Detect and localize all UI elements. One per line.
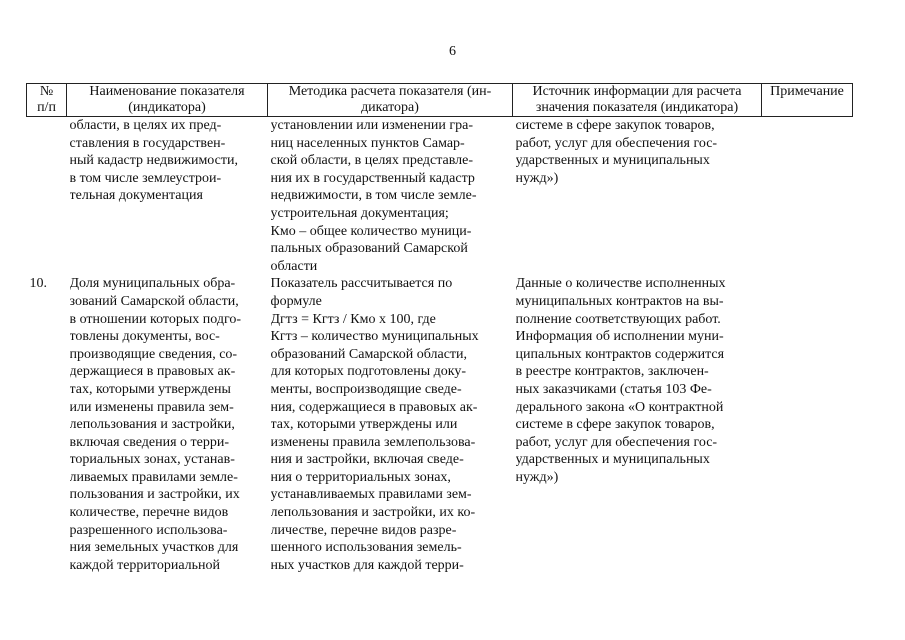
cell-text-line: ния, содержащиеся в правовых ак- [270,399,478,415]
cell-text-line: ных заказчиками (статья 103 Фе- [515,381,712,397]
cell-text-line: шенного использования земель- [270,540,462,556]
cell-text-line: формуле [270,293,322,309]
cell-text-line: ния земельных участков для [69,540,239,556]
cell-text-line: ударственных и муниципальных [515,153,710,169]
cell-text-line: или изменены правила зем- [69,399,234,415]
cell-source [513,275,762,574]
header-method: Методика расчета показателя (ин- дикатора) [268,84,513,117]
cell-text-line: каждой территориальной [69,557,221,573]
cell-text-line: работ, услуг для обеспечения гос- [515,135,718,151]
cell-source [513,117,762,276]
cell-text-line: включая сведения о терри- [69,434,230,450]
cell-text-line: менты, воспроизводящие сведе- [270,381,462,397]
cell-text-line: ный кадастр недвижимости, [69,153,238,169]
cell-text-line: тельная документация [69,188,203,204]
cell-text-line: разрешенного использова- [69,522,228,538]
cell-method [268,117,513,276]
cell-text-line: ливаемых правилами земле- [69,469,238,485]
cell-text-line: ударственных и муниципальных [515,452,710,468]
cell-text-line: лепользования и застройки, [69,417,235,433]
cell-text-line: производящие сведения, со- [69,346,238,362]
cell-text-line: области [270,258,318,274]
cell-text-line: для которых подготовлены доку- [270,364,467,380]
cell-text-line: дерального закона «О контрактной [515,399,724,415]
cell-text-line: тах, которыми утверждены или [270,417,458,433]
cell-text-line: лепользования и застройки, их ко- [270,505,476,521]
cell-text-line: изменены правила землепользова- [270,434,476,450]
cell-text-line: ставления в государствен- [69,135,226,151]
cell-text-line: ториальных зонах, устанав- [69,452,235,468]
header-num: № п/п [27,84,67,117]
cell-text-line: полнение соответствующих работ. [515,311,721,327]
cell-text-line: ния и застройки, включая сведе- [270,452,464,468]
cell-text-line: области, в целях их пред- [69,118,222,133]
cell-text-line: Кмо – общее количество муници- [270,223,472,239]
cell-text-line: Показатель рассчитывается по [270,276,453,292]
cell-text-line: устроительная документация; [270,205,449,221]
cell-text-line: Кгтз – количество муниципальных [270,329,479,345]
cell-text-line: установлении или изменении гра- [270,118,473,133]
cell-text-line: системе в сфере закупок товаров, [515,417,715,433]
header-name: Наименование показателя (индикатора) [67,84,268,117]
cell-text-line: пользования и застройки, их [69,487,240,503]
cell-text-line: недвижимости, в том числе земле- [270,188,477,204]
cell-text-line: ниц населенных пунктов Самар- [270,135,465,151]
cell-text-line: Данные о количестве исполненных [515,276,726,292]
table-row [27,275,853,574]
cell-text-line: зований Самарской области, [69,293,239,309]
table-row [27,117,853,276]
cell-text-line: пальных образований Самарской [270,241,468,257]
cell-text-line: в реестре контрактов, заключен- [515,364,709,380]
cell-text: 10. [29,276,47,292]
cell-text-line: нужд») [515,469,559,485]
header-note: Примечание [762,84,853,117]
cell-method [268,275,513,574]
cell-text-line: ципальных контрактов содержится [515,346,725,362]
cell-text-line: ния их в государственный кадастр [270,170,475,186]
indicator-table [26,83,853,574]
cell-name [67,117,268,276]
cell-note [762,117,853,276]
cell-name [67,275,268,574]
cell-text-line: количестве, перечне видов [69,505,229,521]
cell-text-line: Дгтз = Кгтз / Кмо х 100, где [270,311,436,327]
cell-text-line: устанавливаемых правилами зем- [270,487,472,503]
cell-text-line: муниципальных контрактов на вы- [515,293,724,309]
cell-text-line: держащиеся в правовых ак- [69,364,236,380]
cell-note [762,275,853,574]
cell-text-line: работ, услуг для обеспечения гос- [515,434,718,450]
cell-text-line: личестве, перечне видов разре- [270,522,457,538]
cell-text-line: образований Самарской области, [270,346,468,362]
cell-text-line: Информация об исполнении муни- [515,329,724,345]
cell-text-line: системе в сфере закупок товаров, [515,118,715,133]
cell-num [27,275,67,574]
cell-text-line: товлены документы, вос- [69,329,220,345]
cell-text-line: тах, которыми утверждены [69,381,231,397]
page-number: 6 [449,44,456,59]
cell-text-line: ния о территориальных зонах, [270,469,451,485]
cell-text-line: ской области, в целях представле- [270,153,473,169]
cell-num [27,117,67,276]
header-source: Источник информации для расчета значения показателя (индикатора) [513,84,762,117]
cell-text-line: ных участков для каждой терри- [270,557,464,573]
cell-text-line: Доля муниципальных обра- [69,276,236,292]
cell-text-line: в отношении которых подго- [69,311,242,327]
table-header-row [27,84,853,117]
cell-text-line: в том числе землеустрои- [69,170,222,186]
cell-text-line: нужд») [515,170,559,186]
